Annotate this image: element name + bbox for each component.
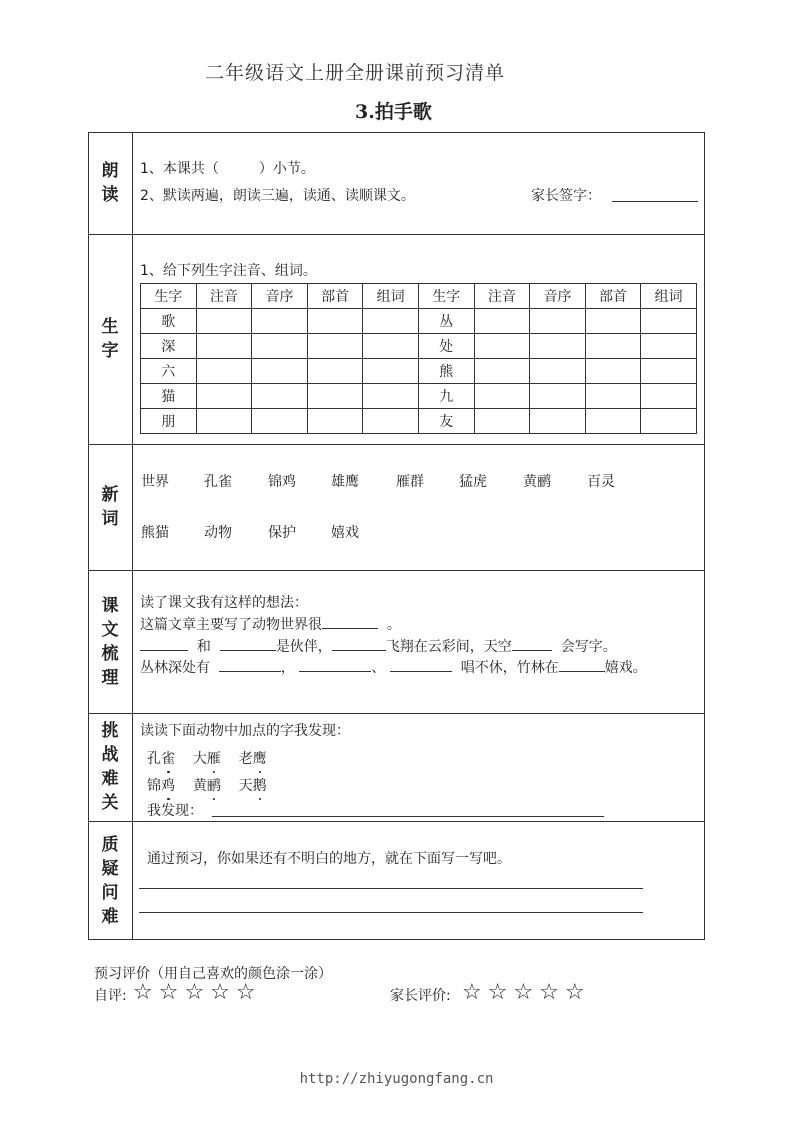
evaluation-title: 预习评价（用自己喜欢的颜色涂一涂） [94,966,332,982]
answer-cell[interactable] [307,309,363,334]
fill-blank[interactable] [140,636,188,651]
character-cell: 歌 [141,309,197,334]
character-cell: 朋 [141,409,197,434]
answer-cell[interactable] [474,334,530,359]
answer-cell[interactable] [530,384,586,409]
table-header-cell: 组词 [641,284,697,309]
character-cell: 六 [141,359,197,384]
new-word: 保护 [268,525,296,541]
answer-cell[interactable] [585,309,641,334]
characters-table [140,283,697,434]
table-header-row [141,284,697,309]
new-word: 熊猫 [141,525,169,541]
row-divider [88,713,705,714]
character-cell: 深 [141,334,197,359]
self-eval-label: 自评: [94,988,127,1004]
answer-cell[interactable] [474,359,530,384]
table-header-cell: 注音 [474,284,530,309]
character-cell: 丛 [418,309,474,334]
section-label-comprehension: 课 文 梳 理 [101,595,119,688]
table-header-cell: 生字 [141,284,197,309]
row-divider [88,570,705,571]
fill-blank[interactable] [390,657,452,672]
answer-cell[interactable] [474,409,530,434]
answer-cell[interactable] [530,309,586,334]
animal-words-row-2 [147,775,267,795]
answer-cell[interactable] [196,359,252,384]
comprehension-line-4: 丛林深处有 ， 、 唱不休，竹林在 嬉戏。 [140,657,647,677]
answer-cell[interactable] [196,384,252,409]
characters-instruction: 1、给下列生字注音、组词。 [140,263,317,279]
page-title: 二年级语文上册全册课前预习清单 [205,62,506,84]
answer-cell[interactable] [196,334,252,359]
answer-cell[interactable] [530,334,586,359]
new-word: 动物 [204,525,232,541]
self-eval-stars[interactable]: ☆☆☆☆☆ [133,980,262,1005]
answer-cell[interactable] [585,334,641,359]
footer-url: http://zhiyugongfang.cn [299,1071,494,1087]
answer-cell[interactable] [307,334,363,359]
answer-cell[interactable] [307,359,363,384]
parent-eval-label: 家长评价: [390,988,451,1004]
animal-word: 孔雀 [147,751,175,767]
section-label-characters: 生 字 [101,317,119,361]
answer-cell[interactable] [585,409,641,434]
row-divider [88,444,705,445]
new-word: 黄鹂 [523,474,551,490]
answer-cell[interactable] [363,334,419,359]
character-cell: 熊 [418,359,474,384]
fill-blank[interactable] [332,636,386,651]
new-word: 锦鸡 [268,474,296,490]
fill-blank[interactable] [322,614,378,629]
reading-item-2: 2、默读两遍，朗读三遍，读通、读顺课文。 [140,188,415,204]
parent-eval-stars[interactable]: ☆☆☆☆☆ [462,980,591,1005]
row-divider [88,821,705,822]
challenge-instruction: 读读下面动物中加点的字我发现： [140,723,350,739]
table-header-cell: 音序 [252,284,308,309]
table-header-cell: 生字 [418,284,474,309]
table-header-cell: 音序 [530,284,586,309]
fill-blank[interactable] [559,657,605,672]
fill-blank[interactable] [512,636,552,651]
lesson-title: 3.拍手歌 [355,101,432,123]
reading-item-1: 1、本课共（ ）小节。 [140,161,315,177]
table-row [141,309,697,334]
answer-cell[interactable] [530,359,586,384]
animal-words-row-1 [147,748,267,768]
new-word: 世界 [141,474,169,490]
animal-word: 锦鸡 [147,778,175,794]
new-word: 孔雀 [204,474,232,490]
animal-word: 天鹅 [239,778,267,794]
answer-cell[interactable] [641,309,697,334]
answer-cell[interactable] [474,309,530,334]
discover-answer-line[interactable] [212,816,604,817]
fill-blank[interactable] [219,657,281,672]
animal-word: 黄鹂 [193,778,221,794]
answer-cell[interactable] [585,384,641,409]
answer-cell[interactable] [252,309,308,334]
new-word: 猛虎 [459,474,487,490]
answer-cell[interactable] [252,384,308,409]
table-row [141,384,697,409]
section-label-questions: 质 疑 问 难 [101,834,119,927]
question-answer-line[interactable] [139,888,643,889]
row-divider [88,234,705,235]
character-cell: 猫 [141,384,197,409]
section-label-challenge: 挑 战 难 关 [101,721,119,813]
parent-signature-line[interactable] [612,201,698,202]
animal-word: 老鹰 [239,751,267,767]
answer-cell[interactable] [363,309,419,334]
animal-word: 大雁 [193,751,221,767]
question-answer-line[interactable] [139,912,643,913]
character-cell: 九 [418,384,474,409]
character-cell: 友 [418,409,474,434]
new-word: 雁群 [396,474,424,490]
comprehension-intro: 读了课文我有这样的想法： [140,595,308,611]
label-column-divider [132,132,133,940]
table-header-cell: 部首 [307,284,363,309]
answer-cell[interactable] [363,359,419,384]
fill-blank[interactable] [299,657,371,672]
answer-cell[interactable] [474,384,530,409]
table-header-cell: 部首 [585,284,641,309]
answer-cell[interactable] [530,409,586,434]
fill-blank[interactable] [220,636,276,651]
parent-signature-label: 家长签字： [531,188,601,204]
answer-cell[interactable] [307,409,363,434]
table-row [141,334,697,359]
new-word: 百灵 [587,474,615,490]
discover-label: 我发现： [147,803,203,819]
answer-cell[interactable] [307,384,363,409]
answer-cell[interactable] [252,359,308,384]
answer-cell[interactable] [641,334,697,359]
answer-cell[interactable] [641,359,697,384]
answer-cell[interactable] [641,409,697,434]
section-label-new-words: 新 词 [101,485,119,529]
answer-cell[interactable] [641,384,697,409]
table-header-cell: 组词 [363,284,419,309]
answer-cell[interactable] [252,409,308,434]
answer-cell[interactable] [585,359,641,384]
character-cell: 处 [418,334,474,359]
answer-cell[interactable] [363,384,419,409]
questions-prompt: 通过预习，你如果还有不明白的地方，就在下面写一写吧。 [147,851,511,867]
table-row [141,409,697,434]
comprehension-line-3: 和 是伙伴， 飞翔在云彩间，天空 会写字。 [140,636,617,656]
table-row [141,359,697,384]
section-label-reading: 朗 读 [101,161,119,205]
table-header-cell: 注音 [196,284,252,309]
answer-cell[interactable] [252,334,308,359]
answer-cell[interactable] [363,409,419,434]
answer-cell[interactable] [196,409,252,434]
answer-cell[interactable] [196,309,252,334]
new-word: 嬉戏 [331,525,359,541]
new-word: 雄鹰 [331,474,359,490]
comprehension-line-2: 这篇文章主要写了动物世界很 。 [140,614,401,634]
